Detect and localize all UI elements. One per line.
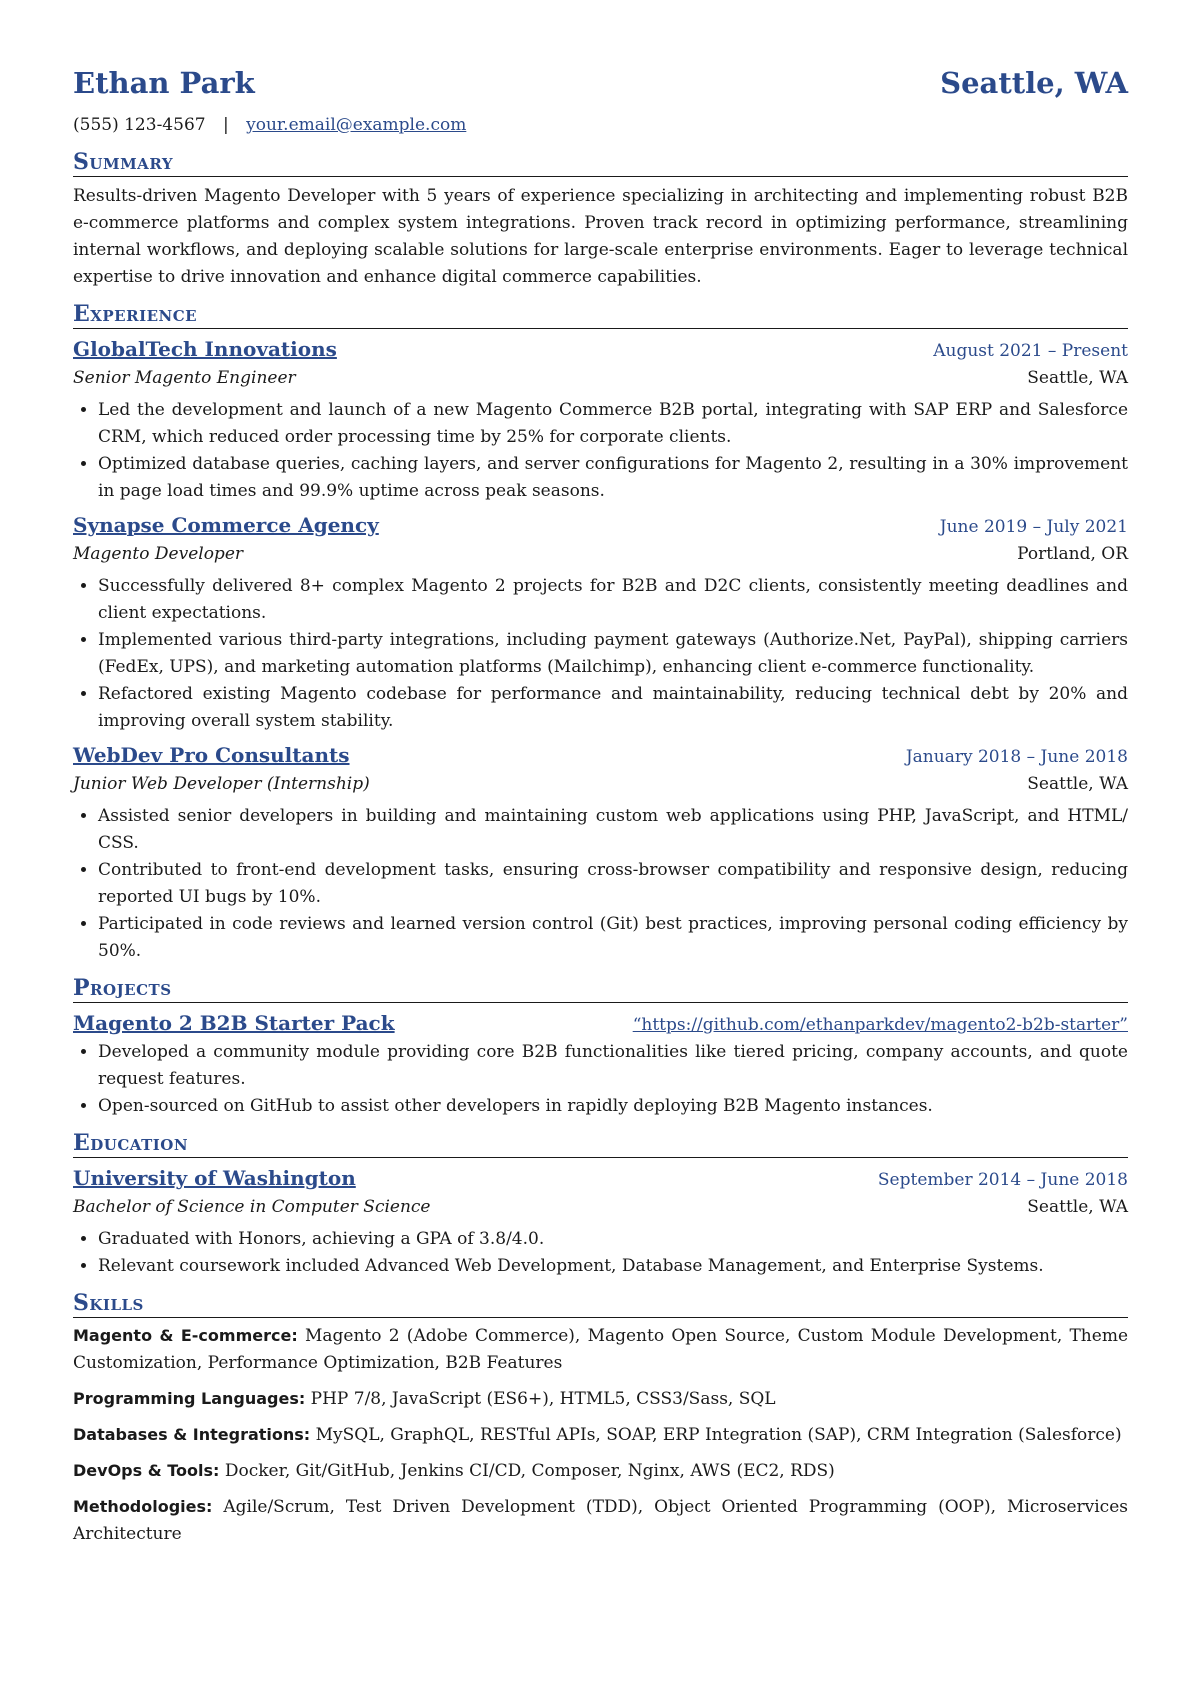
- bullet-item: • Graduated with Honors, achieving a GPA of 3.8/4.0.: [98, 1226, 1128, 1253]
- school-name[interactable]: University of Washington: [73, 1166, 356, 1190]
- education-bullets: [73, 1226, 1128, 1280]
- section-title-experience: Experience: [73, 301, 1128, 329]
- skill-group: [73, 1457, 1128, 1485]
- bullet-item: • Optimized database queries, caching layers, and server configurations for Magento 2, resulting in a 30% improvement in page load times and 99.9% uptime across peak seasons.: [98, 451, 1128, 505]
- skill-label: Programming Languages:: [73, 1389, 306, 1408]
- job-dates: August 2021 – Present: [933, 341, 1128, 361]
- job-bullets: [73, 803, 1128, 965]
- company-name[interactable]: Synapse Commerce Agency: [73, 513, 379, 537]
- job-title: Magento Developer: [73, 544, 243, 564]
- phone-number: (555) 123-4567: [73, 115, 206, 135]
- skill-label: Magento & E-commerce:: [73, 1326, 298, 1345]
- job-title: Junior Web Developer (Internship): [73, 774, 370, 794]
- bullet-item: • Implemented various third-party integrations, including payment gateways (Authorize.Net, PayPal), shipping carriers (FedEx, UPS), and marketing automation platforms (Mailchimp), enhancing client e-commerce functionality.: [98, 627, 1128, 681]
- section-title-summary: Summary: [73, 149, 1128, 177]
- education-location: Seattle, WA: [1027, 1197, 1128, 1217]
- job-title: Senior Magento Engineer: [73, 368, 296, 388]
- skill-group: [73, 1421, 1128, 1449]
- bullet-item: • Open-sourced on GitHub to assist other developers in rapidly deploying B2B Magento instances.: [98, 1093, 1128, 1120]
- job-dates: January 2018 – June 2018: [905, 747, 1128, 767]
- candidate-name: Ethan Park: [73, 66, 255, 100]
- skill-group: [73, 1322, 1128, 1377]
- bullet-item: • Participated in code reviews and learned version control (Git) best practices, improving personal coding efficiency by 50%.: [98, 911, 1128, 965]
- bullet-item: • Contributed to front-end development tasks, ensuring cross-browser compatibility and responsive design, reducing reported UI bugs by 10%.: [98, 857, 1128, 911]
- job-location: Portland, OR: [1017, 544, 1128, 564]
- skill-value: Agile/Scrum, Test Driven Development (TDD), Object Oriented Programming (OOP), Microservices Architecture: [73, 1497, 1128, 1544]
- section-title-skills: Skills: [73, 1290, 1128, 1318]
- job-entry: [73, 511, 1128, 735]
- bullet-item: • Successfully delivered 8+ complex Magento 2 projects for B2B and D2C clients, consistently meeting deadlines and client expectations.: [98, 573, 1128, 627]
- skill-value: PHP 7/8, JavaScript (ES6+), HTML5, CSS3/Sass, SQL: [310, 1389, 776, 1409]
- resume: [73, 66, 1128, 1548]
- resume-header: [73, 66, 1128, 108]
- skill-value: MySQL, GraphQL, RESTful APIs, SOAP, ERP Integration (SAP), CRM Integration (Salesforce): [315, 1425, 1122, 1445]
- job-location: Seattle, WA: [1027, 368, 1128, 388]
- job-entry: [73, 335, 1128, 505]
- skill-label: Methodologies:: [73, 1497, 213, 1516]
- job-location: Seattle, WA: [1027, 774, 1128, 794]
- project-entry: [73, 1009, 1128, 1120]
- skill-group: [73, 1493, 1128, 1548]
- company-name[interactable]: WebDev Pro Consultants: [73, 743, 350, 767]
- education-entry: [73, 1164, 1128, 1280]
- skill-label: DevOps & Tools:: [73, 1461, 220, 1480]
- skill-value: Magento 2 (Adobe Commerce), Magento Open Source, Custom Module Development, Theme Customization, Performance Optimization, B2B Features: [73, 1326, 1129, 1373]
- summary-text: Results-driven Magento Developer with 5 years of experience specializing in architecting and implementing robust B2B e-commerce platforms and complex system integrations. Proven track record in optimizing performance, streamlining internal workflows, and deploying scalable solutions for large-scale enterprise environments. Eager to leverage technical expertise to drive innovation and enhance digital commerce capabilities.: [73, 186, 1128, 287]
- bullet-item: • Refactored existing Magento codebase for performance and maintainability, reducing technical debt by 20% and improving overall system stability.: [98, 681, 1128, 735]
- skills-list: [73, 1322, 1128, 1548]
- skill-group: [73, 1385, 1128, 1413]
- project-name[interactable]: Magento 2 B2B Starter Pack: [73, 1011, 395, 1035]
- project-bullets: [73, 1039, 1128, 1120]
- contact-separator: |: [222, 115, 229, 135]
- degree: Bachelor of Science in Computer Science: [73, 1197, 431, 1217]
- section-title-education: Education: [73, 1130, 1128, 1158]
- education-dates: September 2014 – June 2018: [877, 1170, 1128, 1190]
- bullet-item: • Developed a community module providing core B2B functionalities like tiered pricing, company accounts, and quote request features.: [98, 1039, 1128, 1093]
- job-bullets: [73, 573, 1128, 735]
- bullet-item: • Relevant coursework included Advanced Web Development, Database Management, and Enterprise Systems.: [98, 1253, 1128, 1280]
- skill-label: Databases & Integrations:: [73, 1425, 311, 1444]
- job-entry: [73, 741, 1128, 965]
- job-bullets: [73, 397, 1128, 505]
- project-link[interactable]: “https://github.com/ethanparkdev/magento2-b2b-starter”: [632, 1015, 1128, 1035]
- company-name[interactable]: GlobalTech Innovations: [73, 337, 337, 361]
- skill-value: Docker, Git/GitHub, Jenkins CI/CD, Composer, Nginx, AWS (EC2, RDS): [224, 1461, 835, 1481]
- job-dates: June 2019 – July 2021: [939, 517, 1128, 537]
- candidate-location: Seattle, WA: [940, 66, 1128, 100]
- bullet-item: • Assisted senior developers in building and maintaining custom web applications using PHP, JavaScript, and HTML/ CSS.: [98, 803, 1128, 857]
- bullet-item: • Led the development and launch of a new Magento Commerce B2B portal, integrating with SAP ERP and Salesforce CRM, which reduced order processing time by 25% for corporate clients.: [98, 397, 1128, 451]
- contact-line: [73, 115, 1128, 139]
- section-title-projects: Projects: [73, 975, 1128, 1003]
- email-link[interactable]: your.email@example.com: [246, 115, 467, 135]
